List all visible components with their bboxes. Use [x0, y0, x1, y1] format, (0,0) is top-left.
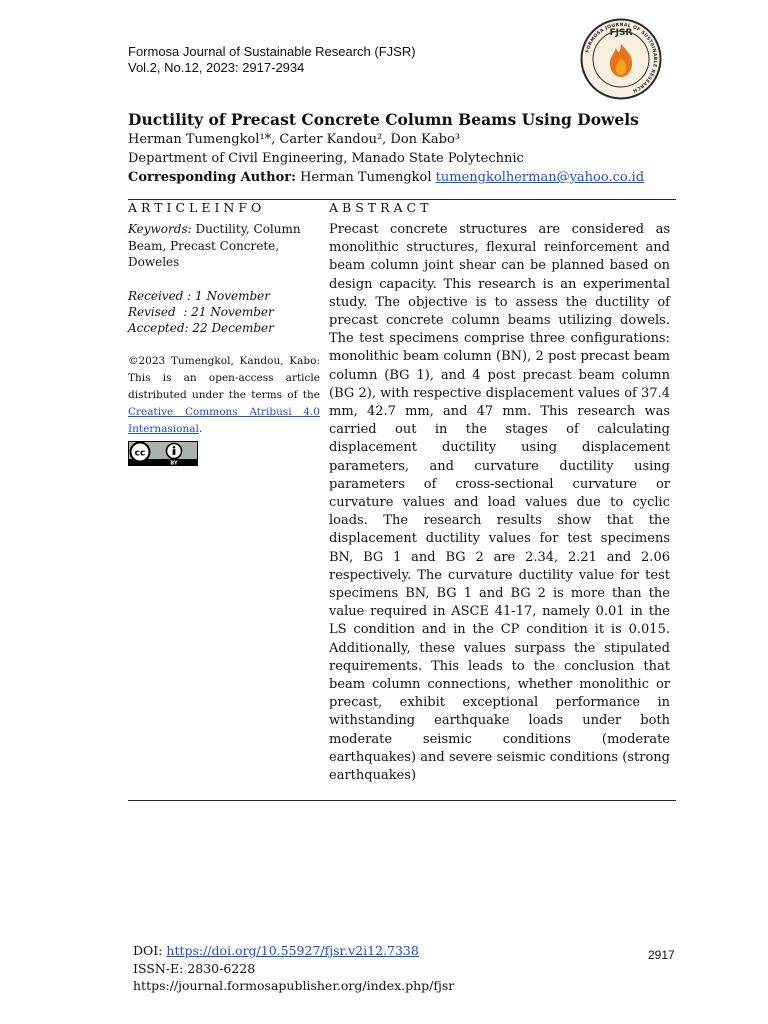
- corresponding-author: [128, 168, 676, 187]
- keywords-label: Keywords:: [128, 222, 192, 236]
- journal-name: Formosa Journal of Sustainable Research (FJSR): [128, 44, 416, 59]
- journal-site: https://journal.formosapublisher.org/index.php/fjsr: [133, 978, 455, 993]
- doi-line: [133, 942, 454, 960]
- license-text: ©2023 Tumengkol, Kandou, Kabo: This is an open-access article distributed under the terms of the: [128, 354, 320, 401]
- license-notice: [128, 353, 320, 438]
- cc-by-icon[interactable]: [128, 441, 198, 466]
- affiliation: Department of Civil Engineering, Manado State Polytechnic: [128, 151, 524, 166]
- keywords-value: Ductility, Column Beam, Precast Concrete, Doweles: [128, 222, 301, 269]
- received-date: Received : 1 November: [128, 288, 270, 303]
- corresponding-name: Herman Tumengkol: [300, 170, 432, 185]
- doi-link[interactable]: https://doi.org/10.55927/fjsr.v2i12.7338: [166, 943, 419, 958]
- article-info-heading: ARTICLEINFO: [128, 200, 266, 215]
- accepted-date: Accepted: 22 December: [128, 320, 274, 335]
- license-end: .: [198, 422, 203, 435]
- author-list: Herman Tumengkol¹*, Carter Kandou², Don Kabo³: [128, 132, 461, 147]
- title-block: [128, 110, 676, 187]
- abstract-column: [329, 199, 670, 785]
- corresponding-label: Corresponding Author:: [128, 170, 296, 185]
- corresponding-email-link[interactable]: tumengkolherman@yahoo.co.id: [435, 170, 645, 185]
- page-footer: [133, 942, 454, 995]
- page-number: 2917: [648, 948, 675, 962]
- journal-volume: Vol.2, No.12, 2023: 2917-2934: [128, 60, 305, 75]
- logo-ring-text: FORMOSA JOURNAL OF SUSTAINABLE RESEARCH: [585, 22, 658, 93]
- keywords: [128, 221, 320, 271]
- doi-label: DOI:: [133, 943, 163, 958]
- revised-date: Revised : 21 November: [128, 304, 274, 319]
- article-dates: [128, 288, 320, 336]
- bottom-divider: [128, 800, 676, 801]
- cc-by-label: BY: [170, 459, 178, 466]
- article-title: Ductility of Precast Concrete Column Beams Using Dowels: [128, 110, 639, 129]
- journal-header: [128, 44, 416, 76]
- logo-acronym: FJSR: [609, 28, 633, 38]
- abstract-text: Precast concrete structures are considered as monolithic structures, flexural reinforcement and beam column joint shear can be planned based on design capacity. This research is an experimental study. The objective is to assess the ductility of precast concrete column beams utilizing dowels. The test specimens comprise three configurations: monolithic beam column (BN), 2 post precast beam column (BG 1), and 4 post precast beam column (BG 2), with respective displacement values of 37.4 mm, 42.7 mm, and 47 mm. This research was carried out in the stages of calculating displacement ductility using displacement parameters, and curvature ductility using parameters of cross-sectional curvature or curvature values and load values due to cyclic loads. The research results show that the displacement ductility values for test specimens BN, BG 1 and BG 2 are 2.34, 2.21 and 2.06 respectively. The curvature ductility value for test specimens BN, BG 1 and BG 2 is more than the value required in ASCE 41-17, namely 0.01 in the LS condition and in the CP condition it is 0.015. Additionally, these values surpass the stipulated requirements. This leads to the conclusion that beam column connections, whether monolithic or precast, exhibit exceptional performance in withstanding earthquake loads under both moderate seismic conditions (moderate earthquakes) and severe seismic conditions (strong earthquakes): [329, 222, 670, 784]
- license-link[interactable]: Creative Commons Atribusi 4.0 Internasional: [128, 405, 320, 435]
- journal-logo: [580, 18, 662, 100]
- svg-text:cc: cc: [134, 447, 146, 458]
- article-info-column: [128, 199, 320, 470]
- issn: ISSN-E: 2830-6228: [133, 960, 256, 976]
- abstract-heading: ABSTRACT: [329, 200, 433, 215]
